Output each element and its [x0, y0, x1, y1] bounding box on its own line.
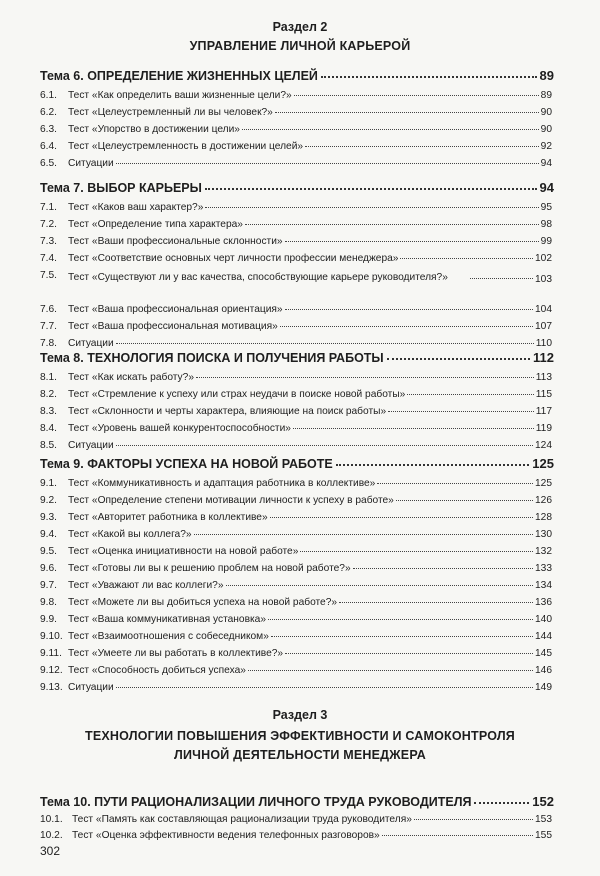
- entry-number: 7.5.: [40, 270, 57, 281]
- dot-leader: [116, 687, 533, 688]
- toc-entry[interactable]: [40, 495, 552, 506]
- dot-leader: [242, 129, 539, 130]
- toc-entry[interactable]: [40, 158, 552, 169]
- entry-page: 95: [540, 202, 552, 213]
- toc-entry[interactable]: [40, 202, 552, 213]
- entry-number: 9.10.: [40, 631, 63, 642]
- toc-entry[interactable]: [40, 580, 552, 591]
- entry-number: 9.5.: [40, 546, 57, 557]
- toc-entry[interactable]: [40, 614, 552, 625]
- dot-leader: [400, 258, 533, 259]
- dot-leader: [248, 670, 533, 671]
- entry-text: Тест «Коммуникативность и адаптация работника в коллективе»: [68, 478, 376, 489]
- entry-number: 9.11.: [40, 648, 62, 659]
- entry-page: 107: [535, 321, 552, 332]
- toc-entry[interactable]: [40, 648, 552, 659]
- dot-leader: [293, 428, 534, 429]
- toc-entry[interactable]: [40, 253, 552, 264]
- entry-number: 8.3.: [40, 406, 57, 417]
- topic-page: 89: [539, 68, 554, 83]
- entry-page: 94: [540, 158, 552, 169]
- toc-entry[interactable]: [40, 830, 552, 841]
- entry-text: Тест «Целеустремленный ли вы человек?»: [68, 107, 273, 118]
- entry-text: Тест «Упорство в достижении цели»: [68, 124, 240, 135]
- entry-page: 130: [535, 529, 552, 540]
- dot-leader: [194, 534, 533, 535]
- entry-text: Тест «Целеустремленность в достижении целей»: [68, 141, 304, 152]
- toc-entry[interactable]: [40, 546, 552, 557]
- entry-number: 9.9.: [40, 614, 57, 625]
- dot-leader: [414, 819, 533, 820]
- dot-leader: [470, 278, 533, 279]
- dot-leader: [336, 464, 530, 466]
- section-number: Раздел 2: [272, 20, 328, 34]
- toc-entry[interactable]: [40, 141, 552, 152]
- dot-leader: [245, 224, 539, 225]
- entry-number: 9.8.: [40, 597, 57, 608]
- entry-text: Тест «Память как составляющая рационализации труда руководителя»: [72, 814, 412, 825]
- entry-number: 7.2.: [40, 219, 57, 230]
- entry-number: 10.2.: [40, 830, 63, 841]
- entry-text: Тест «Авторитет работника в коллективе»: [68, 512, 268, 523]
- dot-leader: [285, 241, 539, 242]
- dot-leader: [353, 568, 533, 569]
- section-3-header: [0, 708, 600, 763]
- section-title-line-2: ЛИЧНОЙ ДЕЯТЕЛЬНОСТИ МЕНЕДЖЕРА: [174, 748, 426, 762]
- dot-leader: [116, 163, 539, 164]
- entry-page: 126: [535, 495, 552, 506]
- entry-number: 7.4.: [40, 253, 57, 264]
- dot-leader: [271, 636, 533, 637]
- entry-page: 145: [535, 648, 552, 659]
- entry-text: Тест «Готовы ли вы к решению проблем на новой работе?»: [68, 563, 351, 574]
- entry-text: Ситуации: [68, 158, 114, 169]
- toc-entry[interactable]: [40, 304, 552, 315]
- topic-page: 125: [532, 456, 554, 471]
- dot-leader: [116, 445, 533, 446]
- topic-title: Тема 10. ПУТИ РАЦИОНАЛИЗАЦИИ ЛИЧНОГО ТРУДА РУКОВОДИТЕЛЯ: [40, 795, 472, 809]
- entry-text: Тест «Соответствие основных черт личности профессии менеджера»: [68, 253, 399, 264]
- entry-number: 9.12.: [40, 665, 63, 676]
- entry-text: Тест «Какой вы коллега?»: [68, 529, 192, 540]
- entry-text: Ситуации: [68, 682, 114, 693]
- entry-page: 153: [535, 814, 552, 825]
- topic-title: Тема 6. ОПРЕДЕЛЕНИЕ ЖИЗНЕННЫХ ЦЕЛЕЙ: [40, 69, 318, 83]
- entry-number: 6.3.: [40, 124, 57, 135]
- entry-number: 9.4.: [40, 529, 57, 540]
- entry-page: 98: [540, 219, 552, 230]
- entry-text: Тест «Уважают ли вас коллеги?»: [68, 580, 224, 591]
- page-number: 302: [40, 844, 61, 858]
- toc-entry[interactable]: [40, 338, 552, 349]
- entry-text: Тест «Определение степени мотивации личности к успеху в работе»: [68, 495, 394, 506]
- entry-page: 117: [535, 406, 552, 417]
- dot-leader: [387, 358, 530, 360]
- entry-number: 9.2.: [40, 495, 57, 506]
- entry-text: Тест «Ваши профессиональные склонности»: [68, 236, 283, 247]
- toc-entry[interactable]: [40, 372, 552, 383]
- dot-leader: [226, 585, 534, 586]
- entry-page: 132: [535, 546, 552, 557]
- toc-entry[interactable]: [40, 423, 552, 434]
- dot-leader: [205, 207, 538, 208]
- toc-entry[interactable]: [40, 563, 552, 574]
- entry-number: 8.2.: [40, 389, 57, 400]
- topic-page: 112: [533, 350, 554, 365]
- toc-topic-8[interactable]: [40, 350, 554, 365]
- toc-entry[interactable]: [40, 814, 552, 825]
- toc-topic-7[interactable]: [40, 180, 554, 195]
- dot-leader: [270, 517, 533, 518]
- entry-text: Тест «Ваша коммуникативная установка»: [68, 614, 267, 625]
- toc-topic-9[interactable]: [40, 456, 554, 471]
- entry-text: Ситуации: [68, 440, 114, 451]
- section-title-line-1: ТЕХНОЛОГИИ ПОВЫШЕНИЯ ЭФФЕКТИВНОСТИ И САМОКОНТРОЛЯ: [85, 729, 515, 743]
- dot-leader: [116, 343, 534, 344]
- toc-entry[interactable]: [40, 219, 552, 230]
- entry-number: 9.1.: [40, 478, 57, 489]
- entry-number: 10.1.: [40, 814, 63, 825]
- entry-number: 8.5.: [40, 440, 57, 451]
- entry-text: Тест «Ваша профессиональная ориентация»: [68, 304, 283, 315]
- entry-number: 6.4.: [40, 141, 57, 152]
- entry-text: Ситуации: [68, 338, 114, 349]
- entry-number: 8.1.: [40, 372, 57, 383]
- entry-page: 104: [535, 304, 552, 315]
- toc-topic-10[interactable]: [40, 794, 554, 809]
- entry-page: 133: [535, 563, 552, 574]
- entry-number: 7.3.: [40, 236, 57, 247]
- dot-leader: [285, 653, 533, 654]
- toc-entry[interactable]: [40, 406, 552, 417]
- entry-page: 140: [535, 614, 552, 625]
- dot-leader: [285, 309, 533, 310]
- section-title: УПРАВЛЕНИЕ ЛИЧНОЙ КАРЬЕРОЙ: [189, 39, 411, 53]
- entry-text: Тест «Уровень вашей конкурентоспособности»: [68, 423, 291, 434]
- entry-number: 6.1.: [40, 90, 57, 101]
- entry-text: Тест «Ваша профессиональная мотивация»: [68, 321, 278, 332]
- toc-entry[interactable]: [40, 321, 552, 332]
- dot-leader: [474, 802, 529, 804]
- toc-entry[interactable]: [40, 107, 552, 118]
- toc-entry[interactable]: [40, 478, 552, 489]
- entry-number: 8.4.: [40, 423, 57, 434]
- topic-page: 94: [539, 180, 554, 195]
- toc-entry[interactable]: [40, 597, 552, 608]
- entry-text: Тест «Как искать работу?»: [68, 372, 194, 383]
- entry-page: 144: [535, 631, 552, 642]
- entry-page: 128: [535, 512, 552, 523]
- dot-leader: [205, 188, 537, 190]
- entry-text: Тест «Склонности и черты характера, влияющие на поиск работы»: [68, 406, 387, 417]
- entry-page: 103: [535, 274, 552, 285]
- entry-page: 149: [535, 682, 552, 693]
- dot-leader: [268, 619, 533, 620]
- entry-page: 110: [535, 338, 552, 349]
- entry-page: 115: [535, 389, 552, 400]
- entry-number: 9.3.: [40, 512, 57, 523]
- entry-page: 124: [535, 440, 552, 451]
- entry-text: Тест «Стремление к успеху или страх неудачи в поиске новой работы»: [68, 389, 406, 400]
- toc-entry[interactable]: [40, 529, 552, 540]
- section-2-header: [0, 20, 600, 54]
- dot-leader: [280, 326, 533, 327]
- toc-entry[interactable]: [40, 631, 552, 642]
- toc-entry[interactable]: [40, 270, 552, 285]
- entry-number: 7.6.: [40, 304, 57, 315]
- entry-text: Тест «Существуют ли у вас качества, способствующие карьере руководителя?»: [68, 272, 448, 283]
- dot-leader: [377, 483, 533, 484]
- topic-title: Тема 9. ФАКТОРЫ УСПЕХА НА НОВОЙ РАБОТЕ: [40, 457, 333, 471]
- toc-entry[interactable]: [40, 90, 552, 101]
- toc-entry[interactable]: [40, 236, 552, 247]
- dot-leader: [396, 500, 533, 501]
- entry-number: 9.7.: [40, 580, 57, 591]
- entry-text: Тест «Оценка эффективности ведения телефонных разговоров»: [72, 830, 380, 841]
- dot-leader: [382, 835, 533, 836]
- entry-page: 134: [535, 580, 552, 591]
- toc-entry[interactable]: [40, 440, 552, 451]
- topic-title: Тема 8. ТЕХНОЛОГИЯ ПОИСКА И ПОЛУЧЕНИЯ РАБОТЫ: [40, 351, 384, 365]
- entry-text: Тест «Способность добиться успеха»: [68, 665, 246, 676]
- entry-page: 155: [535, 830, 552, 841]
- toc-entry[interactable]: [40, 389, 552, 400]
- entry-page: 136: [535, 597, 552, 608]
- entry-text: Тест «Каков ваш характер?»: [68, 202, 204, 213]
- toc-entry[interactable]: [40, 124, 552, 135]
- dot-leader: [407, 394, 533, 395]
- entry-page: 102: [535, 253, 552, 264]
- entry-page: 119: [535, 423, 552, 434]
- toc-entry[interactable]: [40, 665, 552, 676]
- entry-number: 6.2.: [40, 107, 57, 118]
- entry-number: 6.5.: [40, 158, 57, 169]
- dot-leader: [339, 602, 533, 603]
- entry-number: 7.1.: [40, 202, 57, 213]
- entry-page: 92: [540, 141, 552, 152]
- entry-text: Тест «Умеете ли вы работать в коллективе?»: [68, 648, 284, 659]
- entry-text: Тест «Как определить ваши жизненные цели?»: [68, 90, 292, 101]
- entry-text: Тест «Взаимоотношения с собеседником»: [68, 631, 269, 642]
- entry-page: 90: [540, 107, 552, 118]
- dot-leader: [321, 76, 537, 78]
- entry-page: 89: [540, 90, 552, 101]
- entry-page: 125: [535, 478, 552, 489]
- entry-number: 7.7.: [40, 321, 57, 332]
- dot-leader: [300, 551, 533, 552]
- toc-entry[interactable]: [40, 682, 552, 693]
- entry-text: Тест «Оценка инициативности на новой работе»: [68, 546, 299, 557]
- topic-title: Тема 7. ВЫБОР КАРЬЕРЫ: [40, 181, 202, 195]
- dot-leader: [305, 146, 539, 147]
- dot-leader: [294, 95, 539, 96]
- section-number: Раздел 3: [272, 708, 328, 722]
- entry-text: Тест «Определение типа характера»: [68, 219, 243, 230]
- entry-page: 146: [535, 665, 552, 676]
- entry-number: 9.13.: [40, 682, 63, 693]
- entry-number: 7.8.: [40, 338, 57, 349]
- dot-leader: [275, 112, 539, 113]
- entry-page: 99: [540, 236, 552, 247]
- entry-page: 113: [535, 372, 552, 383]
- toc-entry[interactable]: [40, 512, 552, 523]
- toc-topic-6[interactable]: [40, 68, 554, 83]
- dot-leader: [196, 377, 534, 378]
- entry-page: 90: [540, 124, 552, 135]
- entry-text: Тест «Можете ли вы добиться успеха на новой работе?»: [68, 597, 338, 608]
- topic-page: 152: [532, 794, 554, 809]
- entry-number: 9.6.: [40, 563, 57, 574]
- dot-leader: [388, 411, 534, 412]
